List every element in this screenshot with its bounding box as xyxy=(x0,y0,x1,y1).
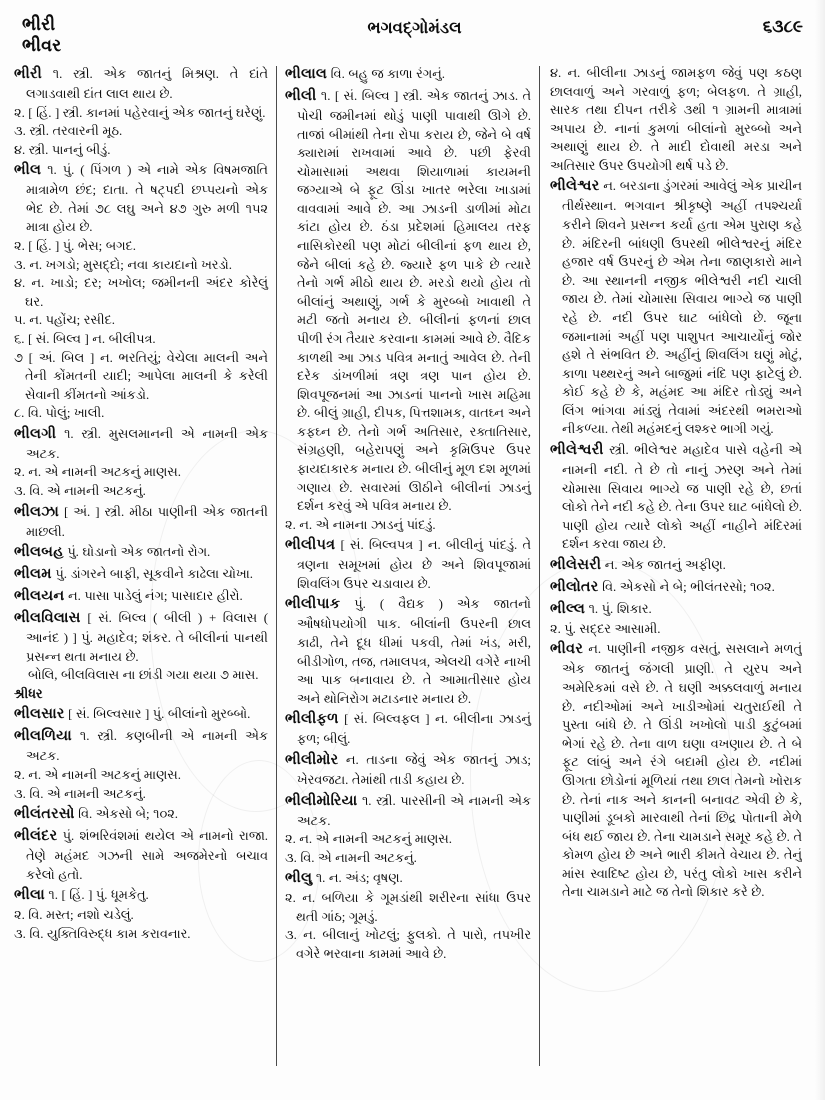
entry-sense: [ સં. બિલ્વ ( બીલી ) + વિલાસ ( આનંદ ) ] પું. મહાદેવ; શંકર. તે બીલીનાં પાનથી પ્રસન્ન થતા મનાય છે. xyxy=(26,611,268,664)
dictionary-entry xyxy=(285,64,531,85)
page-number: ૬૩૮૯ xyxy=(762,17,803,36)
entry-quote: બોલિ, બીલવિલાસ ના છાંડી ગયા થયા ૭ માસ. xyxy=(28,668,259,683)
entry-sense: ન. પાસા પાડેલું નંગ; પાસાદાર હીરો. xyxy=(68,589,243,604)
dictionary-entry xyxy=(285,791,531,868)
entry-headword: ભીવર xyxy=(550,641,584,658)
dictionary-entry xyxy=(14,64,268,159)
entry-sense: ૬. [ સં. બિલ્વ ] ન. બીલીપત્ર. xyxy=(14,331,156,346)
entry-sense: ૧. સ્ત્રી. મુસલમાનની એ નામની એક અટક. xyxy=(26,426,268,461)
column-container xyxy=(14,64,813,1084)
dictionary-entry xyxy=(285,709,531,749)
entry-sense: ન. બરડાના ડુંગરમાં આવેલું એક પ્રાચીન તીર્થસ્થાન. ભગવાન શ્રીકૃષ્ણે અહીં તપશ્ચર્યા કરીને શિવને પ્રસન્ન કર્યા હતા એમ પુરાણ કહે છે. મંદિરની બાંધણી ઉપરથી ભીલેશ્વરનું મંદિર હજાર વર્ષ ઉપરનું છે એમ તેના જાણકારો માને છે. આ સ્થાનની નજીક ભીલેશ્વરી નદી ચાલી જાય છે. તેમાં ચોમાસા સિવાય ભાગ્યે જ પાણી રહે છે. નદી ઉપર ઘાટ બાંધેલો છે. જૂના જમાનામાં અહીં પણ પાશુપત આચાર્યોનું જોર હશે તે સંભવિત છે. અહીંનું શિવલિંગ ઘણું મોટું, કાળા પથ્થરનું અને બાજુમાં નંદિ પણ ફાટેલું છે. કોઈ કહે છે કે, મહંમદ આ મંદિર તોડ્યું અને લિંગ ભાંગવા માંડ્યું તેવામાં અંદરથી ભમરાઓ નીકળ્યા. તેથી મહંમદનું લશ્કર ભાગી ગયું. xyxy=(562,179,802,437)
entry-sense: [ સં. બિલ્વસાર ] પું. બીલાંનો મુરબ્બો. xyxy=(68,707,251,722)
dictionary-entry xyxy=(285,868,531,963)
entry-headword: ભીલા xyxy=(14,887,45,904)
entry-quote-attribution: શ્રીધર xyxy=(14,686,43,701)
dictionary-entry xyxy=(14,542,268,563)
entry-headword: ભીલોતર xyxy=(550,578,599,595)
dictionary-entry xyxy=(14,826,268,884)
entry-sense: ૩. વિ. યુક્તિવિરુદ્ધ કામ કરાવનાર. xyxy=(14,926,191,941)
entry-sense: ન. પાણીની નજીક વસતું, સસલાને મળતું એક જાતનું જંગલી પ્રાણી. તે યુરપ અને અમેરિકમાં વસે છે. તે ઘણી અક્કલવાળું મનાય છે. નદીઓમાં અને ખાડીઓમાં ચતુરાઈથી તે પુસ્તા બાંધે છે. તે ઊંડી ખખોલો પાડી કુટુંબમાં ભેગાં રહે છે. તેના વાળ ઘણા વખણાય છે. તે બે ફૂટ લાંબું અને રંગે બદામી હોય છે. નદીમાં ઊગતા છોડોનાં મૂળિયાં તથા છાલ તેમનો ખોરાક છે. તેનાં નાક અને કાનની બનાવટ એવી છે કે, પાણીમાં ડૂબકો મારવાથી તેનાં છિદ્ર પોતાની મેળે બંધ થઈ જાય છે. તેના ચામડાને સમૂર કહે છે. તે કોમળ હોય છે અને ભારી કીમતે વેચાય છે. તેનું માંસ સ્વાદિષ્ટ હોય છે, પરંતુ લોકો ખાસ કરીને તેના ચામડાને માટે જ તેનો શિકાર કરે છે. xyxy=(562,642,802,900)
entry-headword: ભીલીપત્ર xyxy=(285,537,336,554)
entry-headword: ભીલીપાક xyxy=(285,596,341,613)
entry-sense: ૨. વિ. મસ્ત; નશો ચડેલું. xyxy=(14,908,134,923)
entry-sense: ૧. પું. ( પિંગળ ) એ નામે એક વિષમજાતિ માત્રામેળ છંદ; દાતા. તે ષટ્પદી છપ્પયનો એક ભેદ છે. તેમાં ૭૮ લઘુ અને ૪૭ ગુરુ મળી ૧૫૨ માત્રા હોય છે. xyxy=(26,163,268,235)
dictionary-entry xyxy=(550,440,802,554)
entry-sense: વિ. એકસો બે; ૧૦૨. xyxy=(78,807,179,822)
running-head-first-word: ભીરી xyxy=(22,14,56,34)
entry-sense: ૨. પું. સદ્દર આસામી. xyxy=(550,621,661,636)
entry-sense: ૩. વિ. એ નામની અટકનું. xyxy=(14,786,146,801)
dictionary-entry xyxy=(285,86,531,534)
dictionary-entry xyxy=(14,608,268,703)
dictionary-entry xyxy=(14,804,268,825)
text-column-1 xyxy=(14,64,276,1084)
entry-headword: ભીલેસરી xyxy=(550,556,602,573)
entry-sense: ન. તાડના જેવું એક જાતનું ઝાડ; ખેરવજટા. તેમાંથી તાડી કહાય છે. xyxy=(297,752,531,787)
entry-sense: ૪. ન. બીલીના ઝાડનું જામફળ જેવું પણ કઠણ છાલવાળું અને ગરવાળું ફળ; બેલફળ. તે ગ્રાહી, સારક તથા દીપન તરીકે ૩થી ૧ ગ્રામની માત્રામાં અપાય છે. નાનાં કુમળાં બીલાંનો મુરબ્બો અને અથાણું થાય છે. તે માદી દોવાથી મરડા અને અતિસાર ઉપર ઉપયોગી થર્ષ પડે છે. xyxy=(550,66,802,173)
entry-sense: પું. શંભરિવંશમાં થયેલ એ નામનો રાજા. તેણે મહંમદ ગઝની સામે અજમેરનો બચાવ કરેલો હતો. xyxy=(26,829,268,882)
dictionary-entry xyxy=(14,424,268,501)
running-head-last-word: ભીવર xyxy=(22,34,62,55)
entry-sense: ન. એક જાતનું અફીણ. xyxy=(604,557,726,572)
entry-sense: [ સં. બિલ્વફલ ] ન. બીલીના ઝાડનું ફળ; બીલું. xyxy=(297,712,531,747)
dictionary-entry xyxy=(550,577,802,598)
entry-sense: પું. ઘોડાનો એક જાતનો રોગ. xyxy=(67,545,211,560)
entry-headword: ભીલંતરસો xyxy=(14,806,75,823)
dictionary-entry xyxy=(550,555,802,576)
entry-headword: ભીલ xyxy=(14,162,42,179)
entry-sense: ૮. વિ. પોલું; ખાલી. xyxy=(14,406,105,421)
entry-headword: ભીલબહ xyxy=(14,544,64,561)
entry-headword: ભીલવિલાસ xyxy=(14,610,81,627)
entry-sense: [ અં. ] સ્ત્રી. મીઠા પાણીની એક જાતની માછલી. xyxy=(26,504,268,539)
entry-headword: ભીલેશ્વરી xyxy=(550,441,604,458)
dictionary-entry xyxy=(285,750,531,790)
entry-sense: ૭ [ અં. બિલ ] ન. ભરતિયું; વેચેલા માલની અને તેની કોંમતની યાદી; આપેલા માલની કે કરેલી સેવાની કીંમતનો આંકડો. xyxy=(14,350,268,402)
entry-sense: ૩. સ્ત્રી. તરવારની મૂઠ. xyxy=(14,124,123,139)
dictionary-entry xyxy=(14,564,268,585)
dictionary-entry xyxy=(14,726,268,803)
entry-headword: ભીલળિયા xyxy=(14,728,72,745)
entry-sense: ૫. ન. પહોંચ; રસીદ. xyxy=(14,313,115,328)
entry-sense: ૪. ન. ખાડો; દર; ખખોલ; જમીનની અંદર કોરેલું ઘર. xyxy=(14,276,268,309)
entry-sense: [ સં. બિલ્વપત્ર ] ન. બીલીનું પાંદડું. તે ત્રણના સમૂખમાં હોય છે અને શિવપૂજામાં શિવલિંગ ઉપર ચડાવાય છે. xyxy=(297,538,531,591)
entry-sense: ૧. પું. શિકાર. xyxy=(588,601,652,616)
entry-headword: ભીલુ xyxy=(285,870,313,887)
dictionary-entry xyxy=(14,160,268,423)
entry-headword: ભીલીમોરિયા xyxy=(285,792,358,809)
entry-sense: પું. ( વૈદ્યક ) એક જાતનો ઔષધોપયોગી પાક. બીલાંની ઉપરની છાલ કાઢી, તેને દૂધ ધીમાં પકવી, તેમાં ખંડ, મરી, બીડીગોળ, તજ, તમાલપત્ર, એલચી વગેરે નાખી આ પાક બનાવાય છે. તે આમાતીસાર હોય અને થોનિરોગ મટાડનાર મનાય છે. xyxy=(297,597,531,706)
entry-headword: ભીલ્લ xyxy=(550,600,586,617)
page-edge-shadow xyxy=(815,0,825,1100)
entry-sense: ૨. [ હિં. ] પું. ભેસ; બગદ. xyxy=(14,239,136,254)
entry-sense: ૧. સ્ત્રી. કણબીની એ નામની એક અટક. xyxy=(26,729,268,764)
entry-headword: ભીલમ xyxy=(14,566,52,583)
entry-sense: ૧. સ્ત્રી. પારસીની એ નામની એક અટક. xyxy=(297,793,531,828)
entry-sense: પું. ડાંગરને બાફી, સૂકવીને કાઢેલા ચોખા. xyxy=(55,567,254,582)
entry-sense: ૩. ન. બીલાનું ખોટલું; ફુલકો. તે પારો, તપખીર વગેરે ભરવાના કામમાં આવે છે. xyxy=(285,928,531,961)
dictionary-entry xyxy=(14,885,268,943)
dictionary-entry xyxy=(550,176,802,439)
entry-sense: સ્ત્રી. ભીલેશ્વર મહાદેવ પાસે વહેની એ નામની નદી. તે છે તો નાનું ઝરણ અને તેમાં ચોમાસા સિવાય ભાગ્યે જ પાણી રહે છે, છતાં લોકો તેને નદી કહે છે. તેના ઉપર ઘાટ બાંધેલો છે. પાણી હોય ત્યારે લોકો અહીં નાહીને મંદિરમાં દર્શન કરવા જાય છે. xyxy=(562,442,802,552)
entry-headword: ભીલીમોર xyxy=(285,751,339,768)
entry-headword: ભીલયન xyxy=(14,588,65,605)
entry-headword: ભીરી xyxy=(14,66,42,82)
entry-sense: ૪. સ્ત્રી. પાનનું બીડું. xyxy=(14,142,111,157)
entry-sense: ૨. ન. બળિયા કે ગૂમડાંથી શરીરના સાંધા ઉપર થતી ગાંઠ; ગૂમડું. xyxy=(285,891,531,924)
dictionary-entry-continuation xyxy=(550,64,802,175)
dictionary-entry xyxy=(550,639,802,902)
entry-headword: ભીલગી xyxy=(14,425,57,442)
book-title: ભગવદ્ગોમંડલ xyxy=(367,18,462,37)
text-column-2 xyxy=(277,64,539,1084)
entry-headword: ભીલઝા xyxy=(14,503,59,520)
entry-sense: ૧. [ સં. બિલ્વ ] સ્ત્રી. એક જાતનું ઝાડ. તે પોચી જમીનમાં થોડું પાણી પાવાથી ઊગે છે. તાજાં બીમાંથી તેના રોપા કરાય છે, જેને બે વર્ષ ક્યારામાં રાખવામાં આવે છે. પછી ફેરવી ચોમાસામાં અથવા શિયાળામાં કાયમની જગ્યાએ બે ફૂટ ઊંડા ખાતર ભરેલા ખાડામાં વાવવામાં આવે છે. આ ઝાડની ડાળીમાં મોટા કાંટા હોય છે. ઠંડા પ્રદેશમાં હિમાલય તરફ નાસિકોરથી પણ મોટાં બીલીનાં ફળ થાય છે, જેને બીલાં કહે છે. જ્યારે ફળ પાકે છે ત્યારે તેનો ગર્ભ મીઠો થાય છે. મરડો થયો હોય તો બીલાંનું અથાણું, ગર્ભ કે મુરબ્બો ખાવાથી તે મટી જતો મનાય છે. બીલીનાં ફળનાં છાલ પીળી રંગ તૈયાર કરવાના કામમાં આવે છે. વૈદિક કાળથી આ ઝાડ પવિત્ર મનાતું આવેલ છે. તેની દરેક ડાંખળીમાં ત્રણ ત્રણ પાન હોય છે. શિવપૂજનમાં આ ઝાડનાં પાનનો ખાસ મહિમા છે. બીલું ગ્રાહી, દીપક, પિત્તશામક, વાતઘ્ન અને કફઘ્ન છે. તેનો ગર્ભ અતિસાર, રક્તાતિસાર, સંગ્રહણી, બહેરાપણું અને કૃમિઉપર ઉપર ફાયદાકારક મનાય છે. બીલીનું મૂળ દશ મૂળમાં ગણાય છે. સવારમાં ઊઠીને બીલીનાં ઝાડનું દર્શન કરવું એ પવિત્ર મનાય છે. xyxy=(297,89,531,514)
dictionary-entry xyxy=(550,599,802,639)
dictionary-entry xyxy=(14,502,268,542)
entry-sense: ૧. [ હિં. ] પું. ધૂમકેતુ. xyxy=(48,888,149,903)
entry-headword: ભીલેશ્વર xyxy=(550,178,600,195)
entry-sense: ૩. ન. ખગડો; મુસદ્દો; નવા કાયદાનો ખરડો. xyxy=(14,257,232,272)
entry-sense: ૨. ન. એ નામની અટકનું માણસ. xyxy=(285,832,452,847)
entry-sense: ૧. સ્ત્રી. એક જાતનું મિશ્રણ. તે દાંતે લગાડવાથી દાંત લાલ થાય છે. xyxy=(26,67,268,101)
entry-sense: વિ. એકસો ને બે; ભીલંતરસો; ૧૦૨. xyxy=(602,579,775,594)
entry-headword: ભીલસાર xyxy=(14,706,65,723)
entry-headword: ભીલાલ xyxy=(285,66,328,82)
entry-headword: ભીલી xyxy=(285,88,317,104)
dictionary-entry xyxy=(285,594,531,708)
entry-sense: ૧. ન. અંડ; વૃષણ. xyxy=(315,871,403,886)
entry-headword: ભીલીફળ xyxy=(285,711,339,728)
entry-sense: ૩. વિ. એ નામની અટકનું. xyxy=(285,850,417,865)
dictionary-entry xyxy=(14,586,268,607)
entry-sense: વિ. બહુ જ કાળા રંગનું. xyxy=(330,67,445,81)
page-header xyxy=(20,14,809,62)
dictionary-entry xyxy=(14,704,268,725)
entry-sense: ૩. વિ. એ નામની અટકનું. xyxy=(14,483,146,498)
entry-sense: ૨. ન. એ નામની અટકનું માણસ. xyxy=(14,768,181,783)
text-column-3 xyxy=(540,64,802,1084)
entry-headword: ભીલંદર xyxy=(14,828,58,845)
dictionary-entry xyxy=(285,535,531,593)
entry-sense: ૨. [ હિં. ] સ્ત્રી. કાનમાં પહેરવાનું એક જાતનું ઘરેણું. xyxy=(14,105,266,120)
entry-sense: ૨. ન. એ નામના ઝાડનું પાંદડું. xyxy=(285,517,436,532)
entry-sense: ૨. ન. એ નામની અટકનું માણસ. xyxy=(14,465,181,480)
